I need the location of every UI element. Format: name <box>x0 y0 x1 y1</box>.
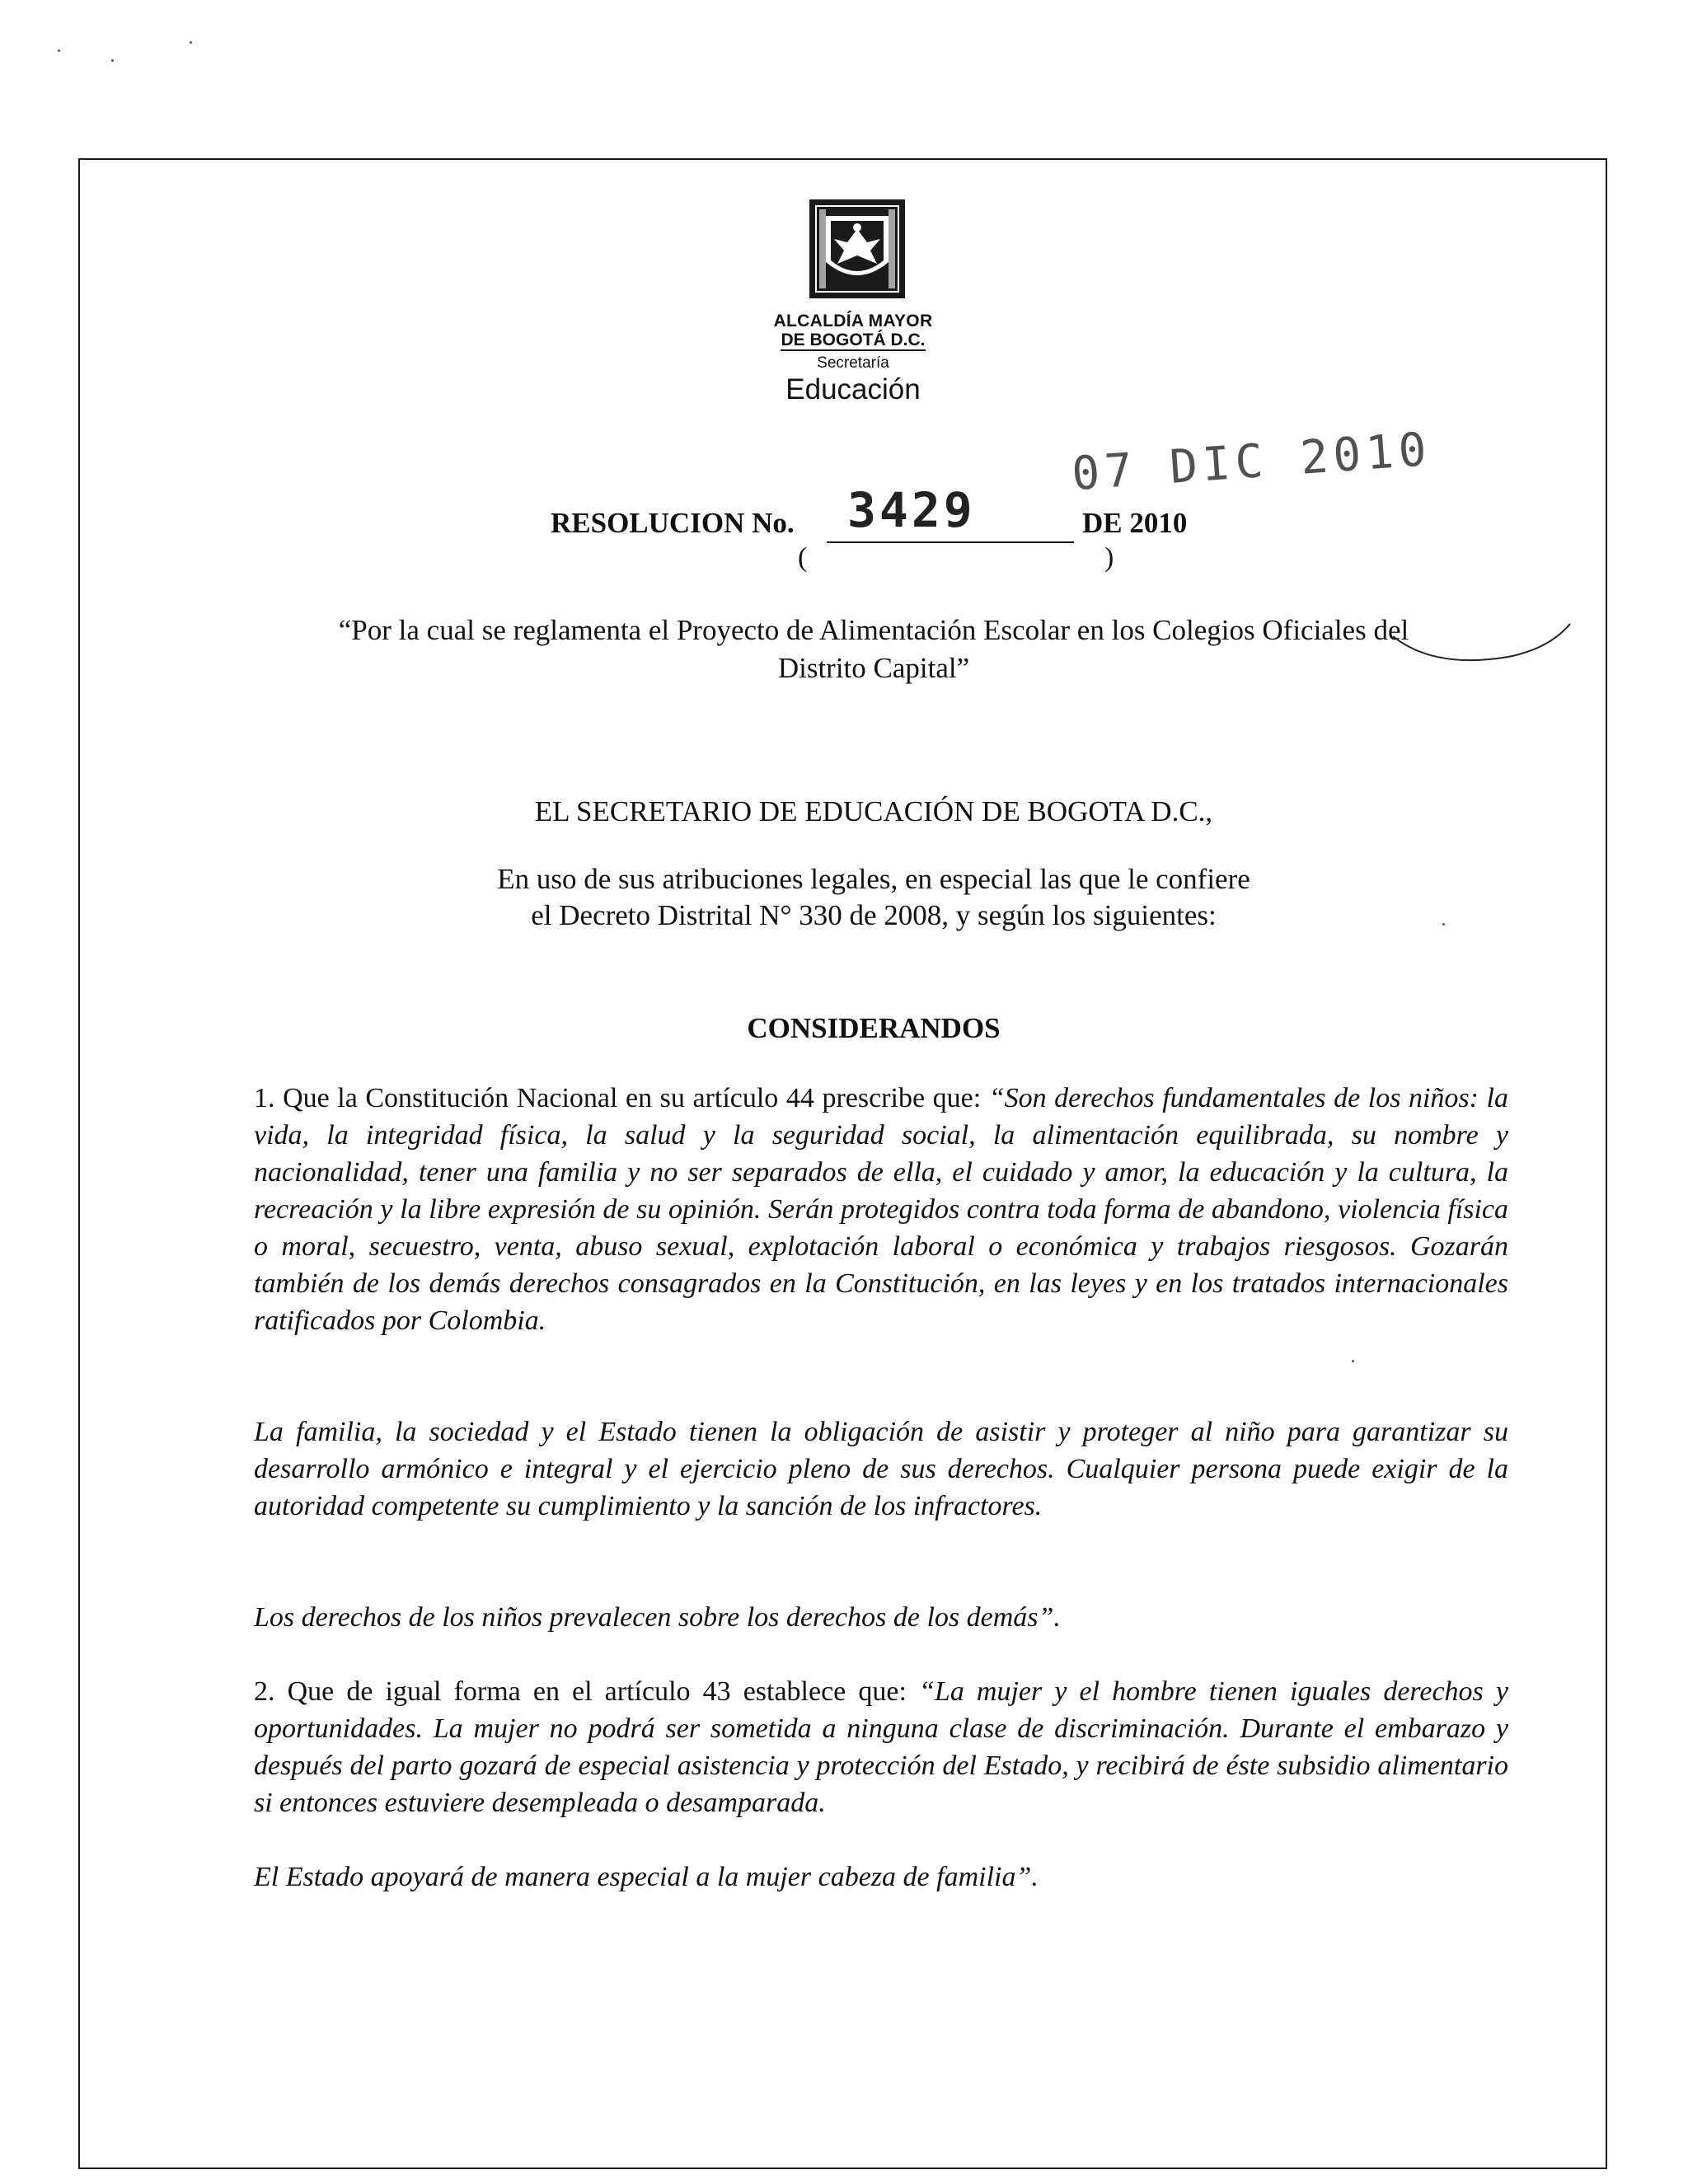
coat-of-arms-icon <box>808 198 907 313</box>
paragraph-1 <box>254 1080 1508 1339</box>
paragraph-4-quote: “La mujer y el hombre tienen iguales derechos y oportunidades. La mujer no podrá ser sometida a ninguna clase de discriminación. Durante el embarazo y después del parto gozará de especial asistencia y protección del Estado, y recibirá de éste subsidio alimentario si entonces estuviere desempleada o desamparada. <box>254 1676 1508 1818</box>
resolution-title <box>247 612 1500 687</box>
resolution-year: DE 2010 <box>1082 507 1188 539</box>
handwritten-curve-mark <box>1385 612 1574 669</box>
institution-line2: DE BOGOTÁ D.C. <box>781 330 926 349</box>
paragraph-3-text: Los derechos de los niños prevalecen sobre los derechos de los demás”. <box>254 1602 1061 1633</box>
paren-open: ( <box>798 542 808 573</box>
date-stamp: 07 DIC 2010 <box>1070 422 1433 502</box>
authority-heading: EL SECRETARIO DE EDUCACIÓN DE BOGOTA D.C., <box>534 795 1213 827</box>
area-label: Educación <box>785 373 921 405</box>
scan-speck <box>111 59 114 62</box>
title-line1: “Por la cual se reglamenta el Proyecto de Alimentación Escolar en los Colegios Oficiales del <box>338 614 1409 646</box>
scan-speck <box>58 49 60 52</box>
paragraph-4-intro: 2. Que de igual forma en el artículo 43 establece que: <box>254 1676 919 1707</box>
paragraph-3 <box>254 1599 1508 1636</box>
paragraph-2 <box>254 1413 1508 1525</box>
paragraph-4 <box>254 1673 1508 1821</box>
authority-text <box>247 861 1500 934</box>
authority-line2: el Decreto Distrital N° 330 de 2008, y según los siguientes: <box>531 899 1217 931</box>
paragraph-2-text: La familia, la sociedad y el Estado tienen la obligación de asistir y proteger al niño para garantizar su desarrollo armónico e integral y el ejercicio pleno de sus derechos. Cualquier persona puede exigir de la autoridad competente su cumplimiento y la sanción de los infractores. <box>254 1417 1508 1521</box>
institution-header <box>659 312 1047 406</box>
paren-close: ) <box>1104 542 1114 573</box>
paragraph-1-intro: 1. Que la Constitución Nacional en su artículo 44 prescribe que: <box>254 1083 989 1113</box>
secretaria-label: Secretaría <box>817 354 889 372</box>
paragraph-1-quote: “Son derechos fundamentales de los niños: la vida, la integridad física, la salud y la seguridad social, la alimentación equilibrada, su nombre y nacionalidad, tener una familia y no ser separados de ella, el cuidado y amor, la educación y la cultura, la recreación y la libre expresión de su opinión. Serán protegidos contra toda forma de abandono, violencia física o moral, secuestro, venta, abuso sexual, explotación laboral o económica y trabajos riesgosos. Gozarán también de los demás derechos consagrados en la Constitución, en las leyes y en los tratados internacionales ratificados por Colombia. <box>254 1083 1508 1336</box>
resolution-number: 3429 <box>847 482 976 538</box>
resolution-number-underline <box>827 541 1074 543</box>
scan-speck <box>190 41 192 44</box>
authority-line1: En uso de sus atribuciones legales, en especial las que le confiere <box>497 863 1250 895</box>
paragraph-5 <box>254 1858 1508 1896</box>
paragraph-5-text: El Estado apoyará de manera especial a la mujer cabeza de familia”. <box>254 1862 1039 1892</box>
considerandos-heading: CONSIDERANDOS <box>747 1012 1001 1044</box>
title-line2: Distrito Capital” <box>777 652 970 684</box>
resolution-label: RESOLUCION No. <box>551 507 795 539</box>
institution-line1: ALCALDÍA MAYOR <box>773 312 933 330</box>
